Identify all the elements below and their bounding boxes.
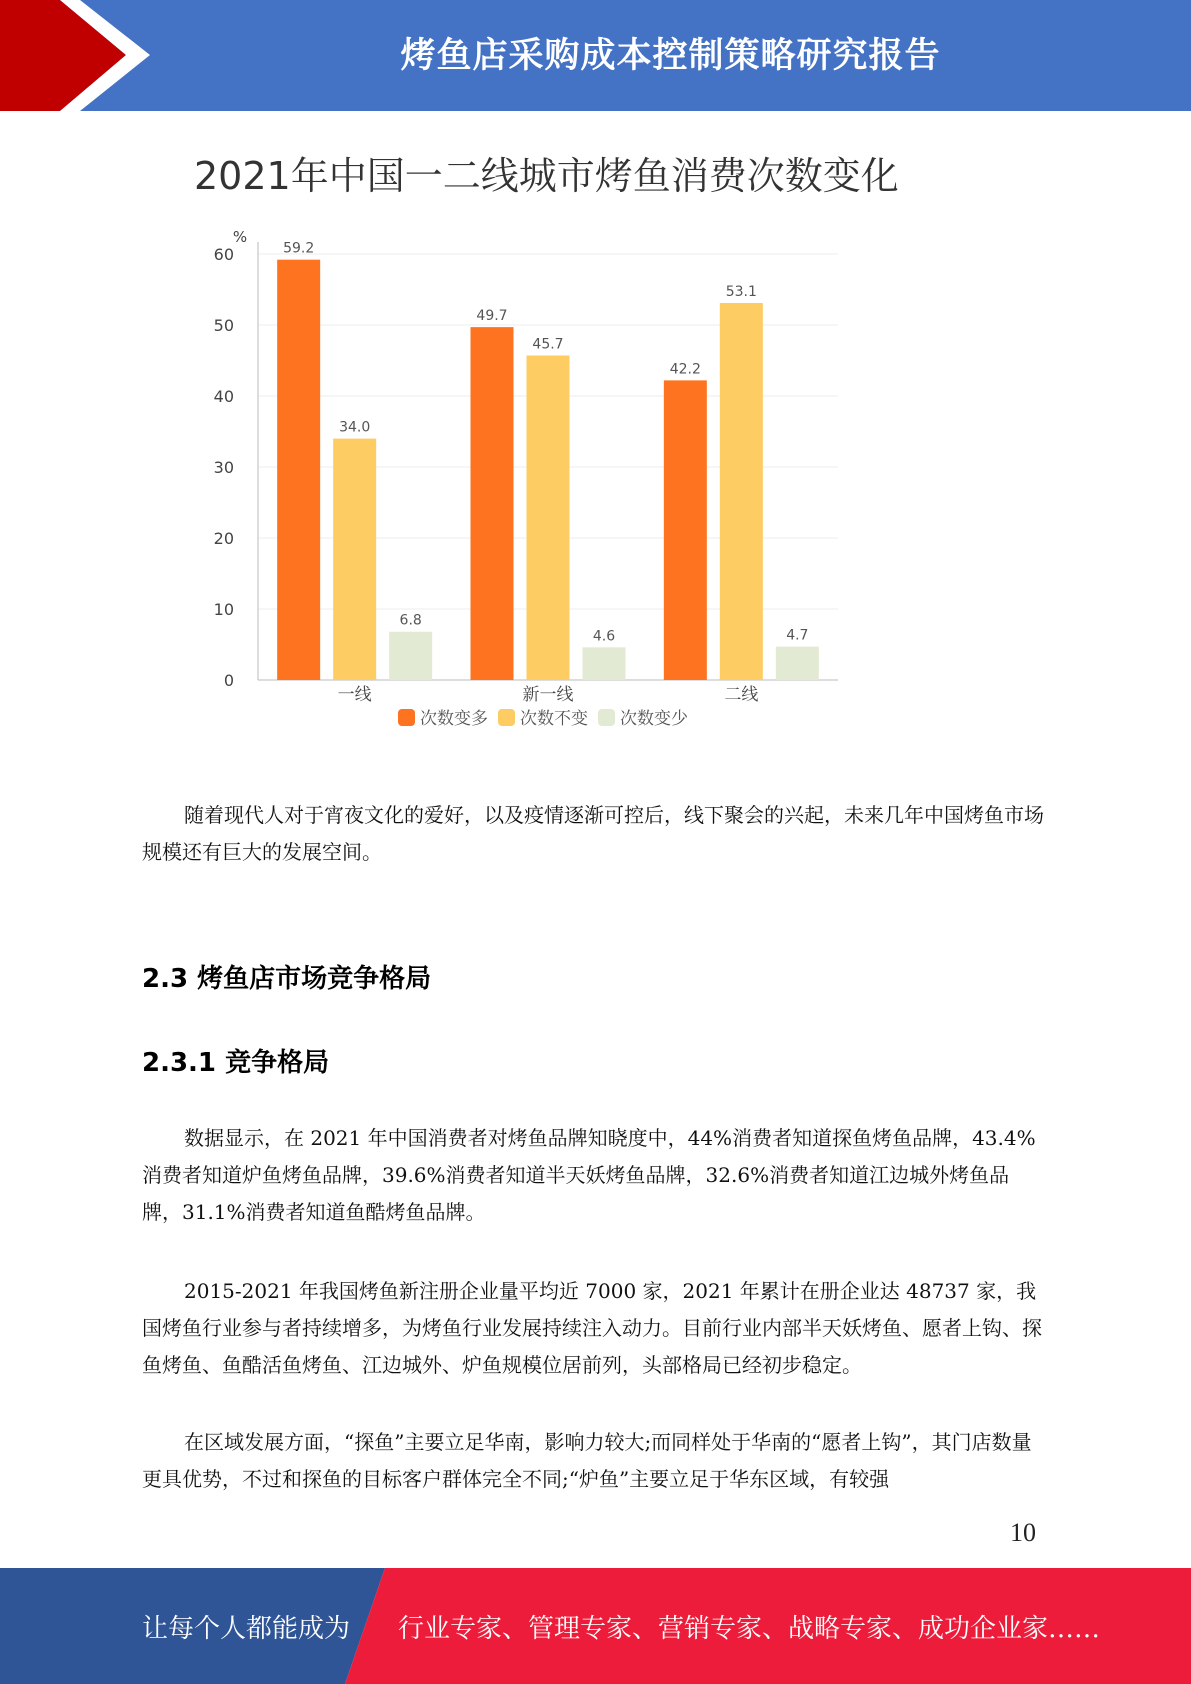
bar — [776, 647, 819, 680]
bar — [527, 356, 570, 680]
footer-slogan-left: 让每个人都能成为 — [142, 1614, 351, 1644]
chart-title: 2021年中国一二线城市烤鱼消费次数变化 — [194, 154, 899, 198]
data-label: 45.7 — [532, 336, 564, 353]
footer-slogan-right: 行业专家、管理专家、营销专家、战略专家、成功企业家…… — [398, 1614, 1101, 1644]
header-arrow-decoration — [0, 0, 160, 111]
bar — [389, 632, 432, 680]
y-tick-label: 0 — [223, 671, 234, 690]
data-label: 4.7 — [786, 627, 809, 644]
y-tick-label: 40 — [213, 387, 234, 406]
paragraph-market-outlook: 随着现代人对于宵夜文化的爱好，以及疫情逐渐可控后，线下聚会的兴起，未来几年中国烤鱼市场规模还有巨大的发展空间。 — [142, 803, 1044, 864]
page-header — [0, 0, 1191, 111]
bar — [583, 647, 626, 680]
x-category-label: 二线 — [724, 685, 759, 705]
y-tick-label: 20 — [213, 529, 234, 548]
paragraph-registered-enterprises: 2015-2021 年我国烤鱼新注册企业量平均近 7000 家，2021 年累计在册企业达 48737 家，我国烤鱼行业参与者持续增多，为烤鱼行业发展持续注入动力。目前行业内部半天妖烤鱼、愿者上钩、探鱼烤鱼、鱼酷活鱼烤鱼、江边城外、炉鱼规模位居前列，头部格局已经初步稳定。 — [142, 1279, 1042, 1377]
legend-swatch — [398, 709, 415, 726]
data-label: 53.1 — [725, 283, 757, 300]
bar — [471, 327, 514, 680]
bar — [277, 260, 320, 680]
data-label: 6.8 — [399, 612, 422, 629]
legend-label: 次数变少 — [620, 709, 688, 729]
report-title: 烤鱼店采购成本控制策略研究报告 — [400, 36, 941, 76]
chart-canvas — [180, 140, 900, 760]
legend-label: 次数不变 — [520, 709, 588, 729]
page-number: 10 — [1010, 1518, 1036, 1547]
data-label: 59.2 — [283, 240, 315, 257]
legend-swatch — [498, 709, 515, 726]
bar-chart — [180, 140, 900, 760]
x-category-label: 新一线 — [522, 685, 574, 705]
data-label: 4.6 — [592, 628, 616, 645]
x-category-label: 一线 — [337, 685, 372, 705]
section-heading-2-3-1: 2.3.1 竞争格局 — [142, 1048, 330, 1078]
y-axis-unit-label: % — [232, 228, 248, 246]
data-label: 42.2 — [669, 361, 701, 378]
y-tick-label: 10 — [213, 600, 234, 619]
bar — [664, 380, 707, 680]
data-label: 34.0 — [339, 419, 371, 436]
data-label: 49.7 — [476, 308, 508, 325]
y-tick-label: 30 — [213, 458, 234, 477]
page-footer — [0, 1568, 1191, 1684]
legend-label: 次数变多 — [420, 709, 488, 729]
y-tick-label: 50 — [213, 316, 234, 335]
paragraph-regional-development: 在区域发展方面，“探鱼”主要立足华南，影响力较大;而同样处于华南的“愿者上钩”，其门店数量更具优势，不过和探鱼的目标客户群体完全不同;“炉鱼”主要立足于华东区域，有较强 — [142, 1430, 1032, 1491]
y-tick-label: 60 — [213, 245, 234, 264]
legend-swatch — [598, 709, 615, 726]
paragraph-brand-awareness: 数据显示，在 2021 年中国消费者对烤鱼品牌知晓度中，44%消费者知道探鱼烤鱼品牌，43.4%消费者知道炉鱼烤鱼品牌，39.6%消费者知道半天妖烤鱼品牌，32.6%消费者知道江边城外烤鱼品牌，31.1%消费者知道鱼酷烤鱼品牌。 — [142, 1126, 1036, 1224]
bar — [720, 303, 763, 680]
bar — [333, 439, 376, 680]
section-heading-2-3: 2.3 烤鱼店市场竞争格局 — [142, 964, 432, 994]
